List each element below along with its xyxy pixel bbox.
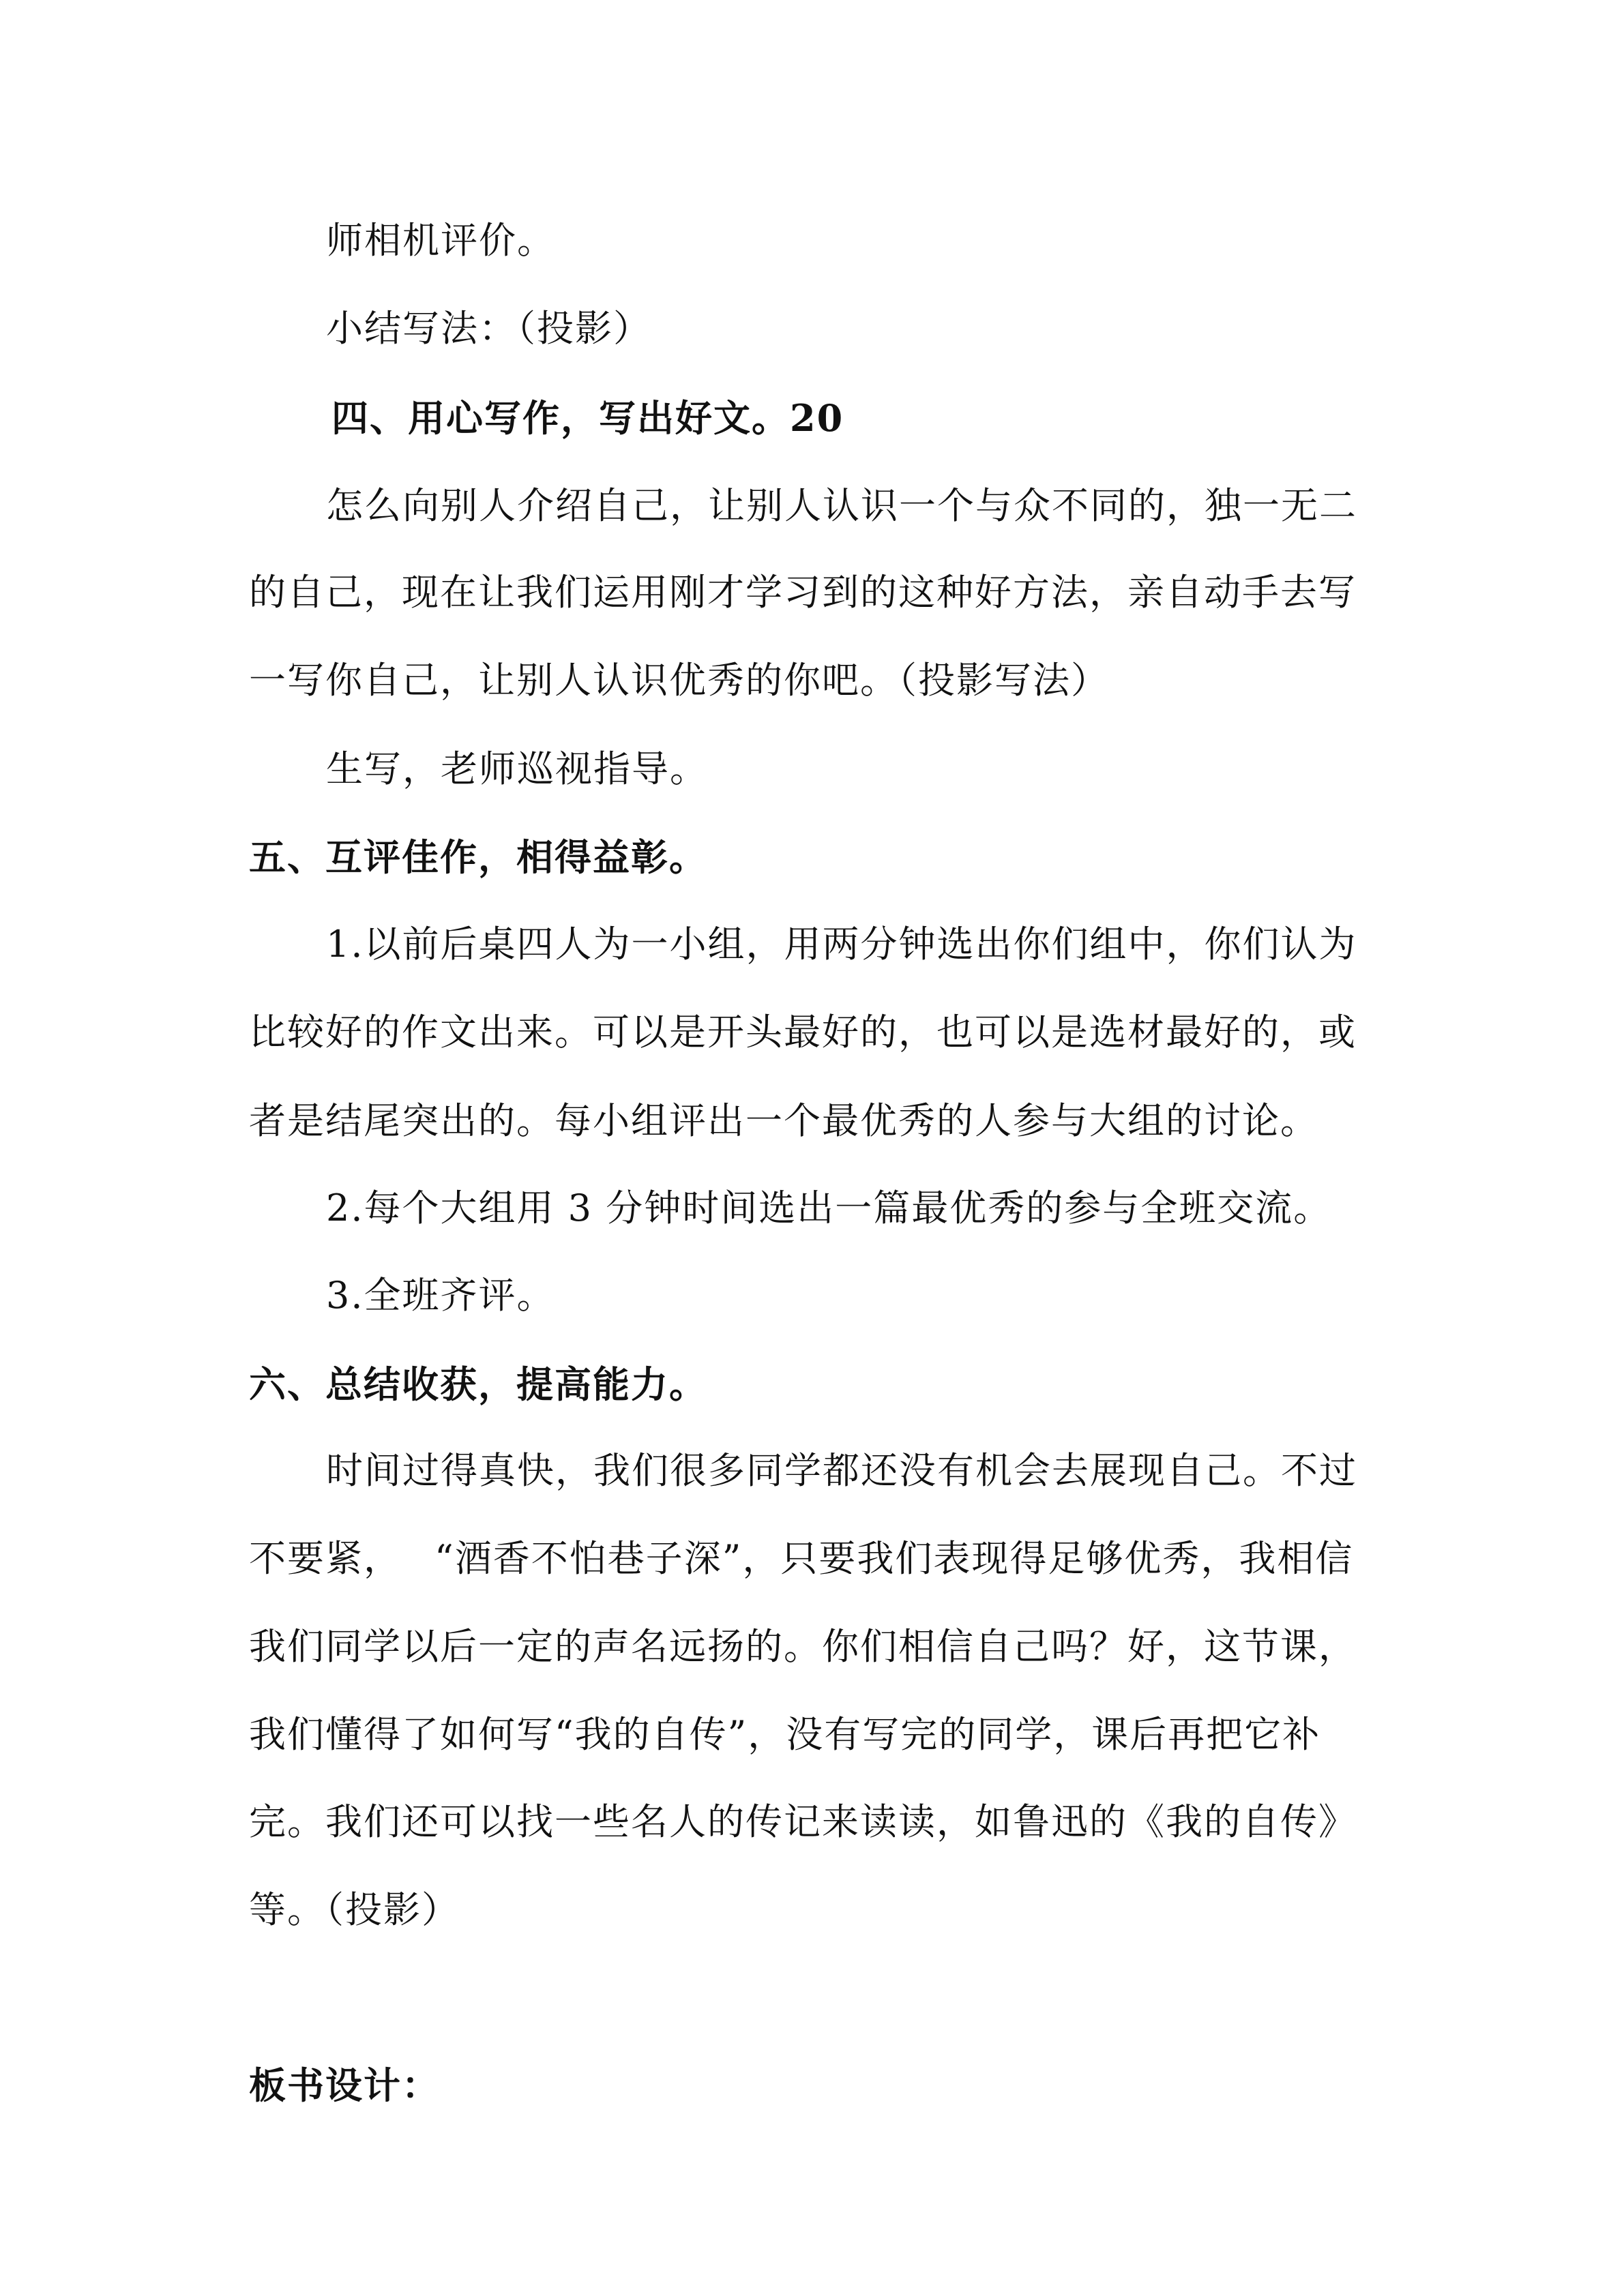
paragraph-line: 师相机评价。 [326,219,555,262]
paragraph-line: 的自己，现在让我们运用刚才学习到的这种好方法，亲自动手去写 [249,571,1357,614]
paragraph-line: 我们懂得了如何写“我的自传”，没有写完的同学，课后再把它补 [249,1713,1321,1756]
paragraph-line: 小结写法：（投影） [326,307,651,350]
paragraph-line: 一写你自己，让别人认识优秀的你吧。（投影写法） [249,659,1109,702]
paragraph-line: 生写，老师巡视指导。 [326,747,708,790]
section-heading: 五、互评佳作，相得益彰。 [249,835,707,879]
section-heading: 四、用心写作，写出好文。20 [331,396,844,440]
paragraph-line: 者是结尾突出的。每小组评出一个最优秀的人参与大组的讨论。 [249,1099,1318,1142]
paragraph-line: 时间过得真快，我们很多同学都还没有机会去展现自己。不过 [326,1449,1357,1492]
paragraph-line: 等。（投影） [249,1888,460,1931]
paragraph-line: 怎么向别人介绍自己，让别人认识一个与众不同的，独一无二 [326,484,1357,527]
paragraph-line: 我们同学以后一定的声名远扬的。你们相信自己吗？好，这节课， [249,1625,1357,1668]
paragraph-line: 不要紧， “酒香不怕巷子深”，只要我们表现得足够优秀，我相信 [249,1537,1354,1580]
paragraph-line: 完。我们还可以找一些名人的传记来读读，如鲁迅的《我的自传》 [249,1800,1357,1843]
paragraph-line: 比较好的作文出来。可以是开头最好的，也可以是选材最好的，或 [249,1011,1357,1054]
paragraph-line: 3.全班齐评。 [326,1274,555,1317]
section-heading: 六、总结收获，提高能力。 [249,1362,707,1406]
paragraph-line: 2.每个大组用 3 分钟时间选出一篇最优秀的参与全班交流。 [326,1187,1332,1229]
section-heading: 板书设计： [249,2063,440,2107]
paragraph-line: 1.以前后桌四人为一小组，用两分钟选出你们组中，你们认为 [326,923,1357,966]
